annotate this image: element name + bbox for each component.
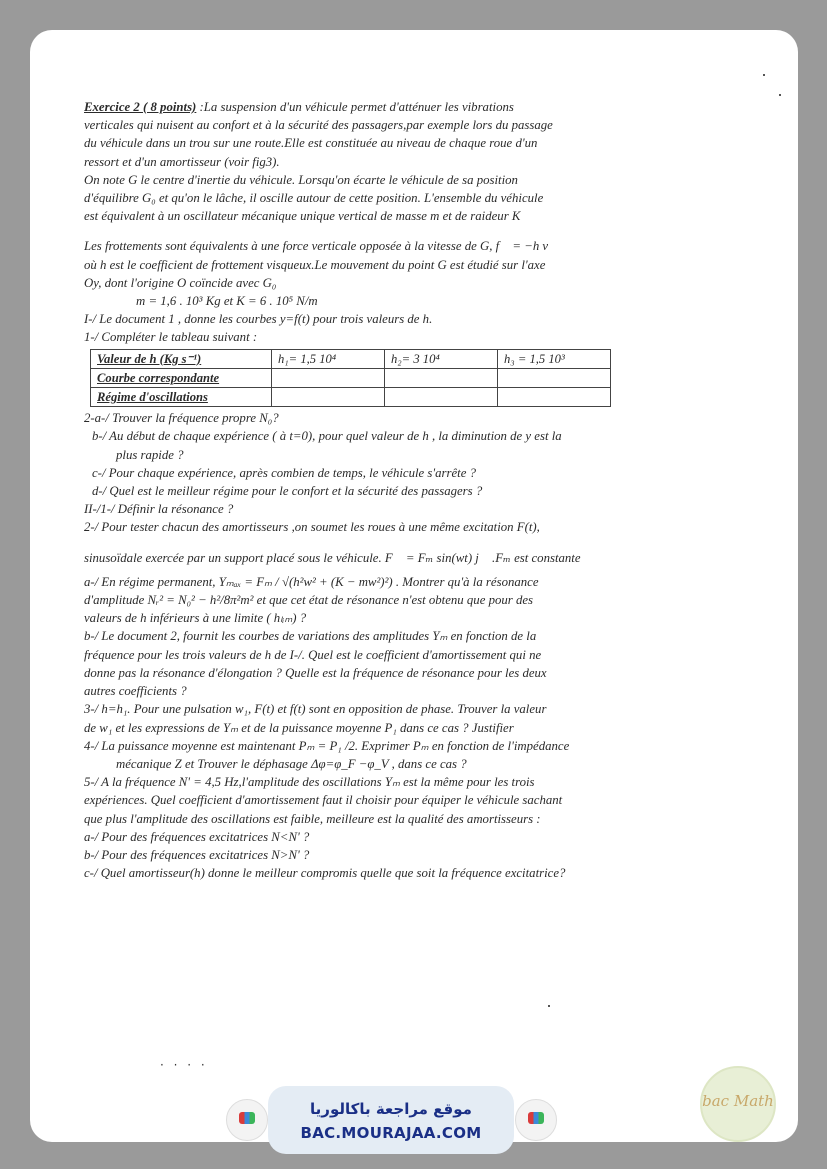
question-2d: d-/ Quel est le meilleur régime pour le confort et la sécurité des passagers ?	[92, 484, 483, 499]
site-name-arabic: موقع مراجعة باكالوريا	[310, 1100, 472, 1118]
speck	[779, 94, 781, 96]
scan-marks: · · · ·	[160, 1058, 208, 1072]
part-line: a-/ Pour des fréquences excitatrices N<N' ?	[84, 829, 310, 844]
answer-table	[90, 349, 611, 408]
question-2b-cont: plus rapide ?	[116, 447, 184, 462]
part-line: autres coefficients ?	[84, 684, 187, 699]
exercise-text	[84, 98, 688, 882]
exercise-title: Exercice 2 ( 8 points)	[84, 100, 197, 114]
question-2b: b-/ Au début de chaque expérience ( à t=0), pour quel valeur de h , la diminution de y est la	[92, 429, 562, 444]
book-icon	[239, 1112, 255, 1124]
part-line: 3-/ h=h₁. Pour une pulsation w₁, F(t) et f(t) sont en opposition de phase. Trouver la valeur	[84, 702, 547, 717]
friction-line: Les frottements sont équivalents à une force verticale opposée à la vitesse de G, f⃗ = −h v⃗	[84, 239, 559, 254]
part-2-2: 2-/ Pour tester chacun des amortisseurs ,on soumet les roues à une même excitation F(t),	[84, 520, 540, 535]
site-logo-icon[interactable]	[226, 1099, 268, 1141]
part-line: donne pas la résonance d'élongation ? Quelle est la fréquence de résonance pour les deux	[84, 665, 547, 680]
table-cell	[498, 368, 611, 387]
table-cell	[272, 388, 385, 407]
speck	[548, 1005, 550, 1007]
table-cell	[385, 368, 498, 387]
table-row	[91, 388, 611, 407]
part-line: valeurs de h inférieurs à une limite ( hₗᵢₘ) ?	[84, 611, 307, 626]
speck	[763, 74, 765, 76]
table-cell: h₃ = 1,5 10³	[498, 349, 611, 368]
part-2-1: II-/1-/ Définir la résonance ?	[84, 502, 234, 517]
question-2a: 2-a-/ Trouver la fréquence propre N₀?	[84, 411, 279, 426]
intro-line: est équivalent à un oscillateur mécanique unique vertical de masse m et de raideur K	[84, 209, 521, 224]
spacer	[84, 225, 688, 237]
table-header: Régime d'oscillations	[91, 388, 272, 407]
friction-line: Oy, dont l'origine O coïncide avec G₀	[84, 275, 277, 290]
excitation-line: sinusoïdale exercée par un support placé sous le véhicule. F⃗ = Fₘ sin(wt) j⃗ .Fₘ est constante	[84, 550, 581, 565]
intro-line: On note G le centre d'inertie du véhicule. Lorsqu'on écarte le véhicule de sa position	[84, 172, 518, 187]
table-cell	[498, 388, 611, 407]
exercise-heading	[84, 98, 688, 116]
intro-line: d'équilibre G₀ et qu'on le lâche, il oscille autour de cette position. L'ensemble du véhicule	[84, 191, 544, 206]
part-line: expériences. Quel coefficient d'amortissement faut il choisir pour équiper le véhicule sachant	[84, 793, 563, 808]
part-line: 4-/ La puissance moyenne est maintenant Pₘ = P₁ /2. Exprimer Pₘ en fonction de l'impédance	[84, 738, 570, 753]
book-icon	[528, 1112, 544, 1124]
friction-line: où h est le coefficient de frottement visqueux.Le mouvement du point G est étudié sur l'axe	[84, 257, 546, 272]
part-line: que plus l'amplitude des oscillations est faible, meilleure est la qualité des amortisseurs :	[84, 811, 541, 826]
site-banner[interactable]	[268, 1086, 514, 1154]
part-line: b-/ Pour des fréquences excitatrices N>N' ?	[84, 847, 310, 862]
part-line: mécanique Z et Trouver le déphasage Δφ=φ_F −φ_V , dans ce cas ?	[116, 756, 467, 771]
part-line: d'amplitude Nᵣ² = N₀² − h²/8π²m² et que cet état de résonance n'est obtenu que pour des	[84, 593, 534, 608]
intro-line: :La suspension d'un véhicule permet d'atténuer les vibrations	[196, 100, 514, 114]
part-line: fréquence pour les trois valeurs de h de I-/. Quel est le coefficient d'amortissement qui ne	[84, 647, 542, 662]
question-1: I-/ Le document 1 , donne les courbes y=f(t) pour trois valeurs de h.	[84, 312, 433, 327]
part-line: de w₁ et les expressions de Yₘ et de la puissance moyenne P₁ dans ce cas ? Justifier	[84, 720, 514, 735]
table-cell: h₁= 1,5 10⁴	[272, 349, 385, 368]
part-line: a-/ En régime permanent, Yₘₐₓ = Fₘ / √(h²w² + (K − mw²)²) . Montrer qu'à la résonance	[84, 574, 539, 589]
table-row	[91, 349, 611, 368]
site-url-link[interactable]: BAC.MOURAJAA.COM	[300, 1124, 482, 1142]
question-1-1: 1-/ Compléter le tableau suivant :	[84, 330, 258, 345]
badge-text: bac Math	[702, 1092, 774, 1110]
part-line: b-/ Le document 2, fournit les courbes de variations des amplitudes Yₘ en fonction de la	[84, 629, 537, 644]
intro-line: ressort et d'un amortisseur (voir fig3).	[84, 154, 280, 169]
table-header: Valeur de h (Kg s⁻¹)	[91, 349, 272, 368]
table-cell: h₂= 3 10⁴	[385, 349, 498, 368]
intro-line: du véhicule dans un trou sur une route.Elle est constituée au niveau de chaque roue d'un	[84, 136, 538, 151]
intro-line: verticales qui nuisent au confort et à la sécurité des passagers,par exemple lors du passage	[84, 118, 553, 133]
site-logo-icon[interactable]	[515, 1099, 557, 1141]
table-header: Courbe correspondante	[91, 368, 272, 387]
table-cell	[272, 368, 385, 387]
part-line: 5-/ A la fréquence N' = 4,5 Hz,l'amplitude des oscillations Yₘ est la même pour les trois	[84, 775, 535, 790]
part-line: c-/ Quel amortisseur(h) donne le meilleur compromis quelle que soit la fréquence excitatrice?	[84, 866, 566, 881]
question-2c: c-/ Pour chaque expérience, après combien de temps, le véhicule s'arrête ?	[92, 465, 477, 480]
spacer	[84, 537, 688, 549]
bac-math-badge	[700, 1066, 776, 1142]
table-cell	[385, 388, 498, 407]
constants-line: m = 1,6 . 10³ Kg et K = 6 . 10⁵ N/m	[136, 294, 318, 309]
table-row	[91, 368, 611, 387]
